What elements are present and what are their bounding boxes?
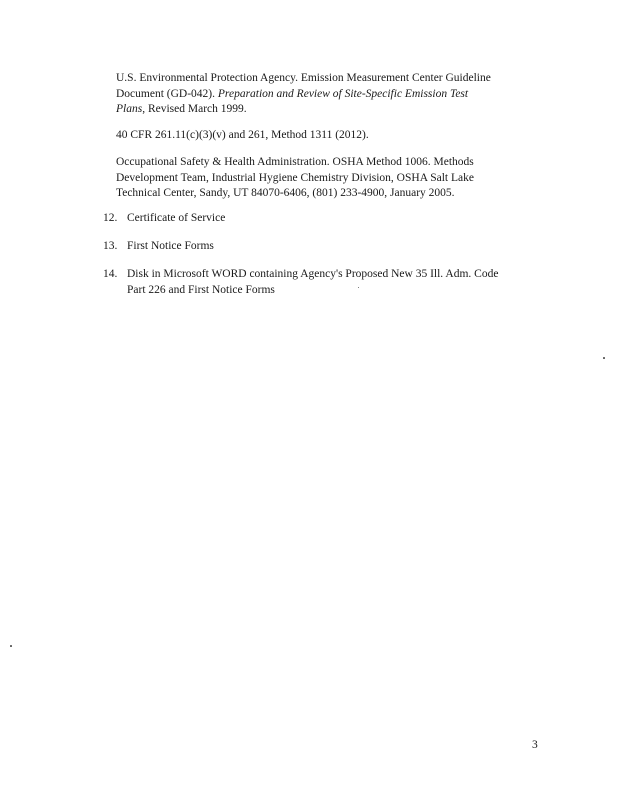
reference-osha-method — [116, 155, 536, 202]
reference-line — [116, 87, 536, 103]
reference-line: Technical Center, Sandy, UT 84070-6406, (801) 233-4900, January 2005. — [116, 187, 455, 199]
list-item-number: 12. — [103, 212, 118, 224]
scan-speck — [10, 645, 12, 647]
reference-cfr — [116, 128, 536, 144]
reference-text: Document (GD-042). — [116, 87, 218, 100]
reference-epa-guideline — [116, 71, 536, 118]
page-number: 3 — [532, 739, 538, 751]
list-item-number: 13. — [103, 240, 118, 252]
reference-line: Development Team, Industrial Hygiene Chemistry Division, OSHA Salt Lake — [116, 171, 474, 184]
list-item-line: First Notice Forms — [127, 240, 214, 252]
reference-title-italic: Preparation and Review of Site-Specific Emission Test — [217, 87, 469, 100]
scan-speck — [603, 357, 605, 359]
list-item-number: 14. — [103, 268, 118, 280]
list-item-line: Disk in Microsoft WORD containing Agency's Proposed New 35 Ill. Adm. Code — [127, 268, 499, 280]
reference-line: Occupational Safety & Health Administration. OSHA Method 1006. Methods — [116, 156, 474, 168]
list-item-text — [127, 239, 537, 255]
reference-line: 40 CFR 261.11(c)(3)(v) and 261, Method 1311 (2012). — [116, 129, 369, 141]
reference-title-italic: Plans — [116, 103, 143, 115]
reference-text: , Revised March 1999. — [142, 103, 247, 115]
reference-line — [116, 102, 536, 118]
list-item-line: Part 226 and First Notice Forms — [127, 283, 275, 296]
list-item-text — [127, 211, 537, 227]
list-item-text — [127, 267, 537, 298]
reference-line: U.S. Environmental Protection Agency. Emission Measurement Center Guideline — [116, 72, 491, 84]
list-item-line: Certificate of Service — [127, 212, 226, 224]
scan-speck — [358, 287, 359, 288]
